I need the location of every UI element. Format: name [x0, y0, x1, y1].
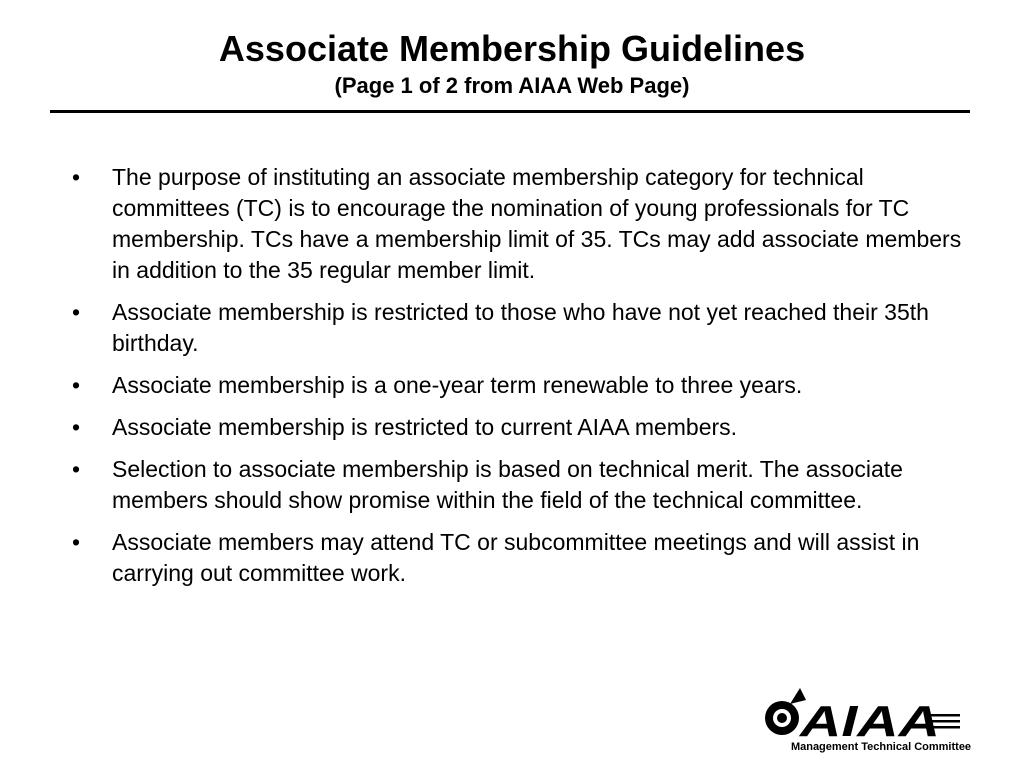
- guidelines-list: [70, 162, 970, 600]
- page-subtitle: (Page 1 of 2 from AIAA Web Page): [334, 73, 690, 98]
- list-item-text: Associate membership is restricted to current AIAA members.: [112, 414, 738, 440]
- list-item-text: Associate members may attend TC or subcommittee meetings and will assist in carrying out committee work.: [112, 529, 920, 586]
- list-item: [70, 527, 970, 589]
- bullet-glyph: •: [72, 372, 81, 398]
- logo-caption: Management Technical Committee: [790, 741, 972, 753]
- bullet-glyph: •: [72, 164, 81, 190]
- page-title: Associate Membership Guidelines: [218, 28, 806, 69]
- list-item: [70, 162, 970, 286]
- list-item-text: Associate membership is a one-year term renewable to three years.: [112, 372, 803, 398]
- list-item-text: The purpose of instituting an associate membership category for technical committees (TC) is to encourage the nomination of young professionals for TC membership. TCs have a membership limit of 35. TCs may add associate members in addition to the 35 regular member limit.: [112, 164, 962, 283]
- list-item-text: Associate membership is restricted to those who have not yet reached their 35th birthday.: [112, 299, 929, 356]
- bullet-glyph: •: [72, 456, 81, 482]
- aiaa-wordmark: AIAA: [798, 697, 940, 746]
- list-item: [70, 454, 970, 516]
- title-divider: [50, 110, 970, 113]
- bullet-glyph: •: [72, 299, 81, 325]
- list-item: [70, 297, 970, 359]
- bullet-glyph: •: [72, 529, 81, 555]
- bullet-glyph: •: [72, 414, 81, 440]
- list-item-text: Selection to associate membership is based on technical merit. The associate members should show promise within the field of the technical committee.: [112, 456, 903, 513]
- list-item: [70, 412, 970, 443]
- list-item: [70, 370, 970, 401]
